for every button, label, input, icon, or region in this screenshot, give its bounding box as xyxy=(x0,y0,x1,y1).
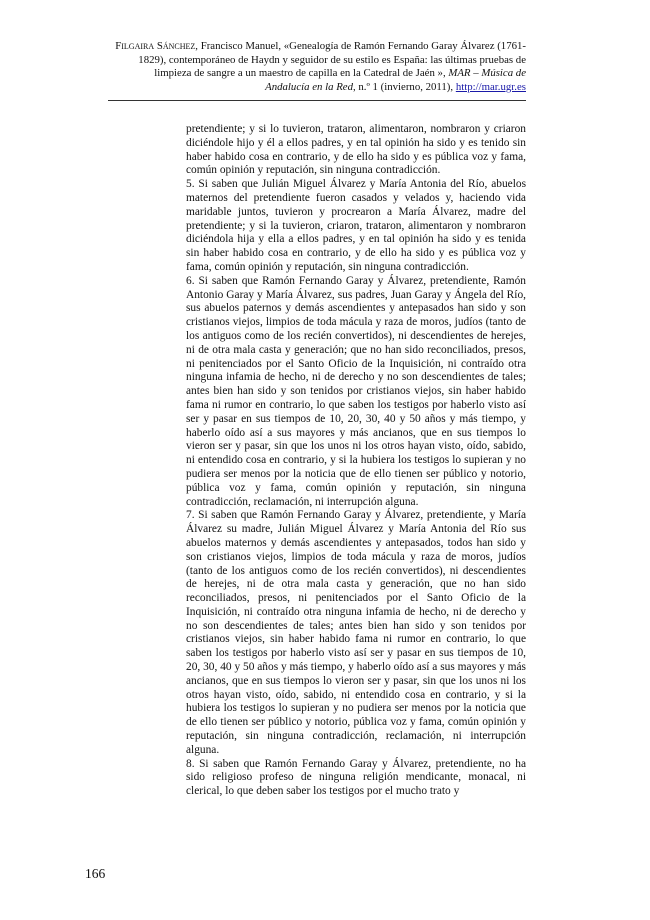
journal-title: MAR – Música de Andalucía en la Red xyxy=(265,67,526,93)
page-number: 166 xyxy=(85,866,106,881)
citation-text: , Francisco Manuel, «Genealogía de Ramón Fernando Garay Álvarez (1761-1829), contemporáneo de Haydn y seguidor de su estilo es España: las últimas pruebas de limpieza de sangre a un maestro de capilla en la Catedral de Jaén », xyxy=(138,40,526,80)
running-header xyxy=(108,40,526,94)
journal-url-link[interactable]: http://mar.ugr.es xyxy=(455,80,526,93)
paragraph-continuation: pretendiente; y si lo tuvieron, trataron, alimentaron, nombraron y criaron diciéndole hijo y él a ellos padres, y en tal opinión ha sido y es tenido sin haber habido cosa en contrario, y de ello ha sido y es pública voz y fama, común opinión y reputación, sin ninguna contradicción. xyxy=(186,123,526,177)
paragraph-item-7: 7. Si saben que Ramón Fernando Garay y Álvarez, pretendiente, y María Álvarez su madre, Julián Miguel Álvarez y María Antonia del Río sus abuelos maternos y demás ascendientes y antepasados, todos han sido y son cristianos viejos, limpios de toda mácula y raza de moros, judíos (tanto de los antiguos como de los recién convertidos), ni descendientes de herejes, ni de otra mala casta y generación, que no han sido reconciliados, presos, ni penitenciados por el Santo Oficio de la Inquisición, ni contraído otra ninguna infamia de hecho, ni de derecho y no son descendientes de tales; antes bien han sido y son tenidos por cristianos viejos, sin haber habido fama ni rumor en contrario, lo que saben los testigos por haberlo visto así ser y pasar en sus tiempos de 10, 20, 30, 40 y 50 años y más tiempo, y haberlo oído así a sus mayores y más ancianos, que en sus tiempos lo vieron ser y pasar, sin que los unos ni los otros hayan visto, oído, sabido, ni entendido cosa en contrario, y si la hubiera los testigos lo supieran y no pudiera ser menos por la noticia que de ello tienen ser público y notorio, pública voz y fama, común opinión y reputación, sin ninguna contradicción, reclamación, ni interrupción alguna. xyxy=(186,509,526,756)
author-name: Filgaira Sánchez xyxy=(115,40,196,52)
paragraph-item-5: 5. Si saben que Julián Miguel Álvarez y María Antonia del Río, abuelos maternos del pretendiente fueron casados y velados y, haciendo vida maridable juntos, tuvieron y procrearon a María Álvarez, madre del pretendiente; y si la tuvieron, criaron, trataron, alimentaron y nombraron diciéndola hija y ella a ellos padres, y en tal opinión ha sido y es tenida sin haber habido cosa en contrario, y de ello ha sido y es pública voz y fama, común opinión y reputación, sin ninguna contradicción. xyxy=(186,178,526,273)
body-text xyxy=(186,123,526,799)
paragraph-item-6: 6. Si saben que Ramón Fernando Garay y Álvarez, pretendiente, Ramón Antonio Garay y María Álvarez, sus padres, Juan Garay y Ángela del Río, sus abuelos paternos y demás ascendientes y antepasados han sido y son cristianos viejos, limpios de toda mácula y raza de moros, judíos (tanto de los antiguos como de los recién convertidos), ni descendientes de herejes, ni de otra mala casta y generación; que no han sido reconciliados, presos, ni penitenciados por el Santo Oficio de la Inquisición, ni contraído otra ninguna infamia de hecho, ni de derecho y no son descendientes de tales; antes bien han sido y son tenidos por cristianos viejos, sin haber habido fama ni rumor en contrario, lo que saben los testigos por haberlo visto así ser y pasar en sus tiempos de 10, 20, 30, 40 y 50 años y más tiempo, y haberlo oído así a sus mayores y más ancianos, que en sus tiempos lo vieron ser y pasar, sin que los unos ni los otros hayan visto, oído, sabido, ni entendido cosa en contrario, y si la hubiera los testigos lo supieran y no pudiera ser menos por la noticia que de ello tienen ser público y notorio, pública voz y fama, común opinión y reputación, sin ninguna contradicción, reclamación, ni interrupción alguna. xyxy=(186,274,526,508)
paragraph-item-8: 8. Si saben que Ramón Fernando Garay y Álvarez, pretendiente, no ha sido religioso profeso de ninguna religión mendicante, monacal, ni clerical, lo que deben saber los testigos por el mucho trato y xyxy=(186,757,526,798)
issue-info: , n.º 1 (invierno, 2011), xyxy=(353,80,456,93)
header-divider xyxy=(108,100,526,101)
